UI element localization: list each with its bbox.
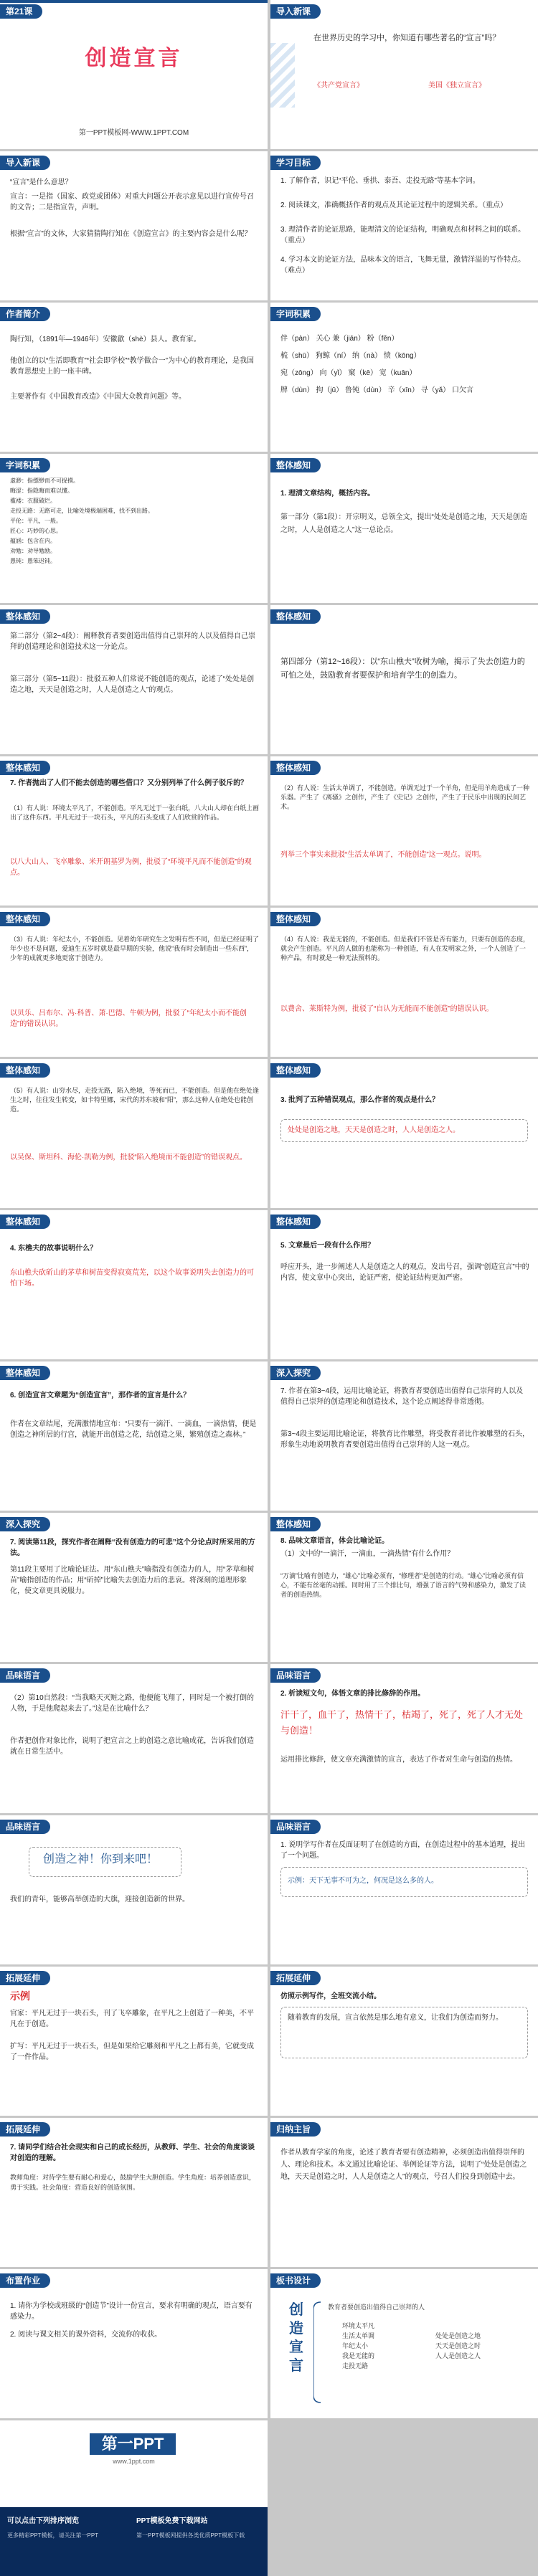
slide-tag: 品味语言 <box>0 1820 50 1834</box>
slide-language-4[interactable] <box>270 1815 538 1964</box>
subquestion-text: （1）文中的“一滴汗，一滴血，一滴热情”有什么作用？ <box>280 1550 455 1558</box>
board-line: 人人是创造之人 <box>435 2352 481 2359</box>
answer-text: 第3~4段主要运用比喻论证，将教育比作雕塑，将受教育者比作被雕塑的石头，形象生动地说明教育者要创造出值得自己崇拜的人这一观点。 <box>280 1430 529 1449</box>
intro-answer-2: 美国《独立宣言》 <box>428 82 486 90</box>
question-text: 5. 文章最后一段有什么作用？ <box>280 1242 375 1250</box>
question-text: 7. 作者在第3~4段，运用比喻论证，将教育者要创造出值得自己崇拜的人以及值得自己崇拜的创造理论和创造技术，这个论点阐述得非常透彻。 <box>280 1387 524 1406</box>
answer-text: （2）有人说：生活太单调了，不能创造。单调无过于一个羊角，但是用羊角造成了一种乐器。产生了《离骚》之创作，产生了《史记》之创作，产生了于民乐中出现的民间艺术。 <box>280 784 530 810</box>
cover-title: 创造宣言 <box>85 47 183 70</box>
slide-intro-2[interactable] <box>0 151 268 300</box>
vocab-row: 牌（dùn） 拘（jū） 鲁钝（dùn） 辛（xīn） 寻（yǎ） 口欠言 <box>280 386 473 394</box>
quote-text: 汗干了，血干了，热情干了，枯竭了，死了，死了人才无处与创造！ <box>280 1709 524 1736</box>
vocab-row: 伴（pàn） 关心 兼（jiān） 粉（fěn） <box>280 335 399 343</box>
highlight-text: 以贝乐、吕布尔、冯·科普、萧·巴德、牛顿为例，批驳了“年纪太小而不能创造”的错误认识。 <box>10 1009 247 1028</box>
answer-text: 我们的青年，能够高举创造的大旗，迎接创造新的世界。 <box>10 1896 189 1904</box>
slide-perceive-5[interactable] <box>270 756 538 906</box>
slide-perceive-9[interactable] <box>270 1059 538 1208</box>
answer-text: 随着教育的发展，宣言依然是那么地有意义，让我们为创造而努力。 <box>288 2014 503 2022</box>
answer-text: “万滴”比喻有创造力，“雄心”比喻必须有，“修理者”是创造的行动。“雄心”比喻必须有信心，不能有丝毫的动摇。同时用了三个排比句，增强了语言的气势和感染力，激发了读者的创造热情。 <box>280 1572 527 1598</box>
vocab-def: 虚渺：指缥缈而不可捉摸。 <box>10 477 79 484</box>
prompt-text: 根据“宣言”的文体，大家猜猜陶行知在《创造宣言》的主要内容会是什么呢？ <box>10 230 252 238</box>
goal-item: 3. 理清作者的论证思路，能理清文的论证结构，明确观点和材料之间的联系。（重点） <box>280 226 526 244</box>
vocab-def: 晦涩：指隐晦而难以懂。 <box>10 488 73 494</box>
vocab-def: 褴褛：衣服破烂。 <box>10 498 56 504</box>
question-text: 3. 批判了五种错误观点，那么作者的观点是什么？ <box>280 1096 440 1104</box>
slide-tag: 布置作业 <box>0 2273 50 2288</box>
promo-left-text: 更多精彩PPT模板，请关注第一PPT <box>7 2532 99 2539</box>
slide-tag: 整体感知 <box>270 912 321 926</box>
slide-board[interactable] <box>270 2269 538 2418</box>
slide-explore-1[interactable] <box>270 1361 538 1511</box>
slide-promo[interactable] <box>0 2420 268 2576</box>
board-line: 走投无路 <box>342 2362 369 2370</box>
question-text: 6. 创造宣言文章题为“创造宣言”，那作者的宣言是什么？ <box>10 1392 191 1399</box>
slide-tag: 学习目标 <box>270 156 321 170</box>
slide-tag: 第21课 <box>0 4 42 19</box>
board-line: 环境太平凡 <box>342 2322 375 2329</box>
slide-tag: 深入探究 <box>270 1366 321 1380</box>
promo-footer <box>0 2507 268 2576</box>
slide-intro-1[interactable] <box>270 0 538 149</box>
highlight-text: 列举三个事实来批驳“生活太单调了，不能创造”这一观点。说明。 <box>280 851 486 859</box>
question-text: 2. 析读短文句，体悟文章的排比修辞的作用。 <box>280 1690 425 1698</box>
vocab-def: 蕴涵：包含在内。 <box>10 538 56 544</box>
slide-perceive-3[interactable] <box>270 605 538 754</box>
slide-perceive-1[interactable] <box>270 454 538 603</box>
vocab-row: 宛（zōng） 向（yǐ） 窠（kē） 宽（kuān） <box>280 369 417 377</box>
decorative-stripes <box>270 43 295 108</box>
intro-answer-1: 《共产党宣言》 <box>313 82 364 90</box>
slide-tag: 整体感知 <box>270 1063 321 1078</box>
vocab-row: 梳（shū） 狗鲸（ní） 纳（nà） 愤（kōng） <box>280 352 421 360</box>
slide-perceive-11[interactable] <box>270 1210 538 1359</box>
slide-tag: 整体感知 <box>270 761 321 775</box>
slide-tag: 整体感知 <box>270 609 321 624</box>
board-line: 年纪太小 <box>342 2342 369 2349</box>
paragraph-text: 第二部分（第2~4段）：阐释教育者要创造出值得自己崇拜的人以及值得自己崇拜的创造理论和创造技术这一分论点。 <box>10 632 255 651</box>
slide-perceive-12[interactable] <box>0 1361 268 1511</box>
example-text: 扩写：平凡无过于一块石头，但是如果给它雕刻和平凡之上都有美，它就变成了一件作品。 <box>10 2043 254 2061</box>
slide-tag: 拓展延伸 <box>0 1971 50 1985</box>
slide-tag: 板书设计 <box>270 2273 321 2288</box>
brand-logo: 第一PPT <box>90 2433 176 2455</box>
promo-left-title: 可以点击下列排序浏览 <box>7 2517 79 2525</box>
slide-perceive-7[interactable] <box>270 908 538 1057</box>
quote-text: 创造之神！你到来吧！ <box>43 1853 159 1866</box>
answer-text: （4）有人说：我是无能的，不能创造。但是我们不管是否有能力，只要有创造的态度，就会产生创造。平凡的人做的也能称为一种创造，有人在发明家之外，一个人创造了一种产品，有时就是一种无法预料的。 <box>280 936 530 961</box>
question-text: （2）第10自然段：“当我略天灭赃之路，他便能飞翔了，同时是一个被打倒的人物，于是他爬起来去了。”这是在比喻什么？ <box>10 1694 255 1713</box>
vocab-def: 愚钝：愚笨迟钝。 <box>10 558 56 564</box>
answer-text: 宣言：一是指（国家、政党或团体）对重大问题公开表示意见以进行宣传号召的文告；二是指宣告，声明。 <box>10 193 254 212</box>
slide-homework[interactable] <box>0 2269 268 2418</box>
slide-tag: 整体感知 <box>0 1215 50 1229</box>
answer-text: 运用排比修辞，使文章充满激情的宣言，表达了作者对生命与创造的热情。 <box>280 1756 517 1764</box>
slide-vocab-1[interactable] <box>270 303 538 452</box>
question-text: 7. 作者抛出了人们不能去创造的哪些借口？又分别列举了什么例子驳斥的？ <box>10 779 248 787</box>
slide-tag: 字词积累 <box>270 307 321 321</box>
answer-text: 第一部分（第1段）：开宗明义，总领全文，提出“处处是创造之地，天天是创造之时，人人是创造之人”这一总论点。 <box>280 513 527 534</box>
slide-tag: 整体感知 <box>270 1517 321 1531</box>
answer-text: 作者把创作对象比作，说明了把宣言之上的创造之意比喻成花，告诉我们创造就在日常生活中。 <box>10 1737 254 1756</box>
vocab-def: 劝勉：劝导勉励。 <box>10 548 56 554</box>
slide-perceive-6[interactable] <box>0 908 268 1057</box>
slide-perceive-13[interactable] <box>270 1513 538 1662</box>
slide-language-1[interactable] <box>0 1664 268 1813</box>
paragraph-text: 第四部分（第12~16段）：以“东山樵夫”收树为喻，揭示了失去创造力的可怕之处，鼓励教育者要保护和培育学生的创造力。 <box>280 657 525 680</box>
author-intro: 陶行知，（1891年—1946年）安徽歙（shè）县人。教育家。 <box>10 336 201 343</box>
slide-tag: 拓展延伸 <box>270 1971 321 1985</box>
slide-tag: 整体感知 <box>0 761 50 775</box>
slide-language-2[interactable] <box>270 1664 538 1813</box>
intro-question: 在世界历史的学习中，你知道有哪些著名的“宣言”吗？ <box>313 34 501 42</box>
slide-tag: 整体感知 <box>0 1366 50 1380</box>
answer-text: （1）有人说：环境太平凡了，不能创造。平凡无过于一张白纸，八大山人却在白纸上画出了这件东西。平凡无过于一块石头，平凡的石头变成了人们欣赏的作品。 <box>10 804 260 821</box>
board-line: 生活太单调 <box>342 2332 375 2339</box>
slide-tag: 字词积累 <box>0 458 50 472</box>
vocab-def: 平伦：平凡，一般。 <box>10 518 62 524</box>
slide-tag: 导入新课 <box>0 156 50 170</box>
slide-perceive-2[interactable] <box>0 605 268 754</box>
answer-text: 处处是创造之地，天天是创造之时，人人是创造之人。 <box>288 1126 460 1134</box>
slide-tag: 整体感知 <box>0 1063 50 1078</box>
example-title: 示例 <box>10 1990 30 2002</box>
slide-extend-3[interactable] <box>0 2118 268 2267</box>
highlight-text: 以八大山人、飞卒雕象、米开朗基罗为例，批驳了“环境平凡而不能创造”的观点。 <box>10 858 252 877</box>
board-title: 创造宣言 <box>289 2302 303 2374</box>
question-text: 7. 请同学们结合社会现实和自己的成长经历，从教师、学生、社会的角度谈谈对创造的理解。 <box>10 2144 255 2162</box>
question-text: 8. 品味文章语言，体会比喻论证。 <box>280 1537 390 1545</box>
slide-perceive-10[interactable] <box>0 1210 268 1359</box>
slide-tag: 拓展延伸 <box>0 2122 50 2137</box>
slide-explore-2[interactable] <box>0 1513 268 1662</box>
slide-tag: 整体感知 <box>0 912 50 926</box>
goal-item: 2. 阅读课文，准确概括作者的观点及其论证过程中的逻辑关系。（重点） <box>280 201 508 209</box>
promo-right-title: PPT模板免费下载网站 <box>136 2517 208 2525</box>
slide-tag: 深入探究 <box>0 1517 50 1531</box>
goal-item: 1. 了解作者，识记“平伦、垂拱、泰吾、走投无路”等基本字词。 <box>280 177 480 185</box>
summary-text: 作者从教育学家的角度，论述了教育者要有创造精神，必须创造出值得崇拜的人、理论和技术。本文通过比喻论证、举例论证等方法，说明了“处处是创造之地，天天是创造之时，人人是创造之人”的观点，号召人们投身到创造中去。 <box>280 2149 527 2181</box>
brand-site: www.1ppt.com <box>113 2458 155 2465</box>
slide-tag: 整体感知 <box>0 609 50 624</box>
question-text: 仿照示例写作，全班交流小结。 <box>280 1992 381 2000</box>
slide-perceive-8[interactable] <box>0 1059 268 1208</box>
answer-text: 作者在文章结尾，充满激情地宣布：“只要有一滴汗、一滴血，一滴热情，便是创造之神所居的行宫，就能开出创造之花，结创造之果，繁殖创造之森林。” <box>10 1420 257 1439</box>
slide-tag: 整体感知 <box>270 458 321 472</box>
slide-author[interactable] <box>0 303 268 452</box>
answer-text: （5）有人说：山穷水尽，走投无路，陷入绝境，等死而已，不能创造。但是他在绝处逢生之时，往往发生转变，如卡特里娜，宋代的苏东坡和“阳”，那么这种人在绝处也能创造。 <box>10 1087 260 1113</box>
board-line: 我是无能的 <box>342 2352 375 2359</box>
vocab-def: 走投无路：无路可走，比喻处境极端困难，找不到出路。 <box>10 508 154 514</box>
paragraph-text: 第三部分（第5~11段）：批驳五种人们常说不能创造的观点，论述了“处处是创造之地，天天是创造之时，人人是创造之人”的观点。 <box>10 675 255 694</box>
question-text: 1. 说明学写作者在反面证明了在创造的方面，在创造过程中的基本道理，提出了一个问题。 <box>280 1841 526 1860</box>
author-works: 主要著作有《中国教育改造》《中国大众教育问题》等。 <box>10 393 186 401</box>
board-line: 教育者要创造出值得自己崇拜的人 <box>328 2304 425 2311</box>
author-theory: 他创立的以“生活即教育”“社会即学校”“教学做合一”为中心的教育理论，是我国教育思想史上的一座丰碑。 <box>10 357 254 376</box>
example-text: 官家：平凡无过于一块石头，刊了飞卒雕象，在平凡之上创造了一种美，不平凡在于创造。 <box>10 2010 254 2028</box>
slide-tag: 品味语言 <box>270 1820 321 1834</box>
slide-language-3[interactable] <box>0 1815 268 1964</box>
highlight-text: 以费舍、莱斯特为例，批驳了“自认为无能而不能创造”的错误认识。 <box>280 1005 494 1013</box>
slide-cover[interactable] <box>0 0 268 149</box>
highlight-text: 以吴保、斯坦科、海伦·凯勒为例，批驳“陷入绝境而不能创造”的错误观点。 <box>10 1154 247 1161</box>
vocab-def: 匠心：巧妙的心思。 <box>10 528 62 534</box>
promo-right-text: 第一PPT模板网提供各类优质PPT模板下载 <box>136 2532 245 2539</box>
board-line: 处处是创造之地 <box>435 2332 481 2339</box>
answer-text: 教师角度：对待学生要有耐心和爱心，鼓励学生大胆创造。学生角度：培养创造意识，勇于实践。社会角度：营造良好的创造氛围。 <box>10 2174 256 2191</box>
slide-tag: 整体感知 <box>270 1215 321 1229</box>
slide-tag: 品味语言 <box>0 1668 50 1683</box>
question-text: 7. 阅读第11段，探究作者在阐释“没有创造力的可悲”这个分论点时所采用的方法。 <box>10 1539 255 1557</box>
slide-tag: 导入新课 <box>270 4 321 19</box>
slide-extend-2[interactable] <box>270 1967 538 2116</box>
slide-tag: 品味语言 <box>270 1668 321 1683</box>
slide-vocab-2[interactable] <box>0 454 268 603</box>
homework-item: 1. 请你为学校或班级的“创造节”设计一份宣言，要求有明确的观点，语言要有感染力。 <box>10 2302 253 2321</box>
slide-goals[interactable] <box>270 151 538 300</box>
slide-tag: 作者简介 <box>0 307 50 321</box>
question-text: “宣言”是什么意思？ <box>10 179 72 186</box>
answer-text: 呼应开头，进一步阐述人人是创造之人的观点，发出号召，强调“创造宣言”中的内容，使文章中心突出，论证严密，使论证结构更加严密。 <box>280 1263 529 1282</box>
slide-perceive-4[interactable] <box>0 756 268 906</box>
slide-summary[interactable] <box>270 2118 538 2267</box>
cover-subtitle: 第一PPT模板网-WWW.1PPT.COM <box>78 129 189 137</box>
question-text: 1. 理清文章结构，概括内容。 <box>280 490 375 498</box>
goal-item: 4. 学习本文的论证方法，品味本文的语言，飞舞无量，激情洋溢的写作特点。（难点） <box>280 256 526 275</box>
board-line: 天天是创造之时 <box>435 2342 481 2349</box>
answer-text: 第11段主要用了比喻论证法。用“东山樵夫”喻指没有创造力的人，用“茅草和树苗”喻指创造的作品；用“斫掉”比喻失去创造力后的悲哀。将深刻的道理形象化，使文章更具说服力。 <box>10 1566 255 1595</box>
slide-tag: 归纳主旨 <box>270 2122 321 2137</box>
slide-extend-1[interactable] <box>0 1967 268 2116</box>
homework-item: 2. 阅读与课文相关的课外资料，交流你的收获。 <box>10 2331 162 2339</box>
example-text: 示例：天下无事不可为之，何况是这么多的人。 <box>288 1877 438 1885</box>
answer-text: （3）有人说：年纪太小，不能创造。见着幼年研究生之发明有些不同，但是已经证明了年少也不是问题，爱迪生五岁时就是最早期的实验，他说“我有时会制造出一些东西”，少年的成就更多地更富于创造力。 <box>10 936 260 961</box>
question-text: 4. 东樵夫的故事说明什么？ <box>10 1245 98 1253</box>
slide-top-bar <box>0 0 268 3</box>
answer-text: 东山樵夫砍斫山的茅草和树苗变得寂寞荒芜，以这个故事说明失去创造力的可怕下场。 <box>10 1269 254 1288</box>
